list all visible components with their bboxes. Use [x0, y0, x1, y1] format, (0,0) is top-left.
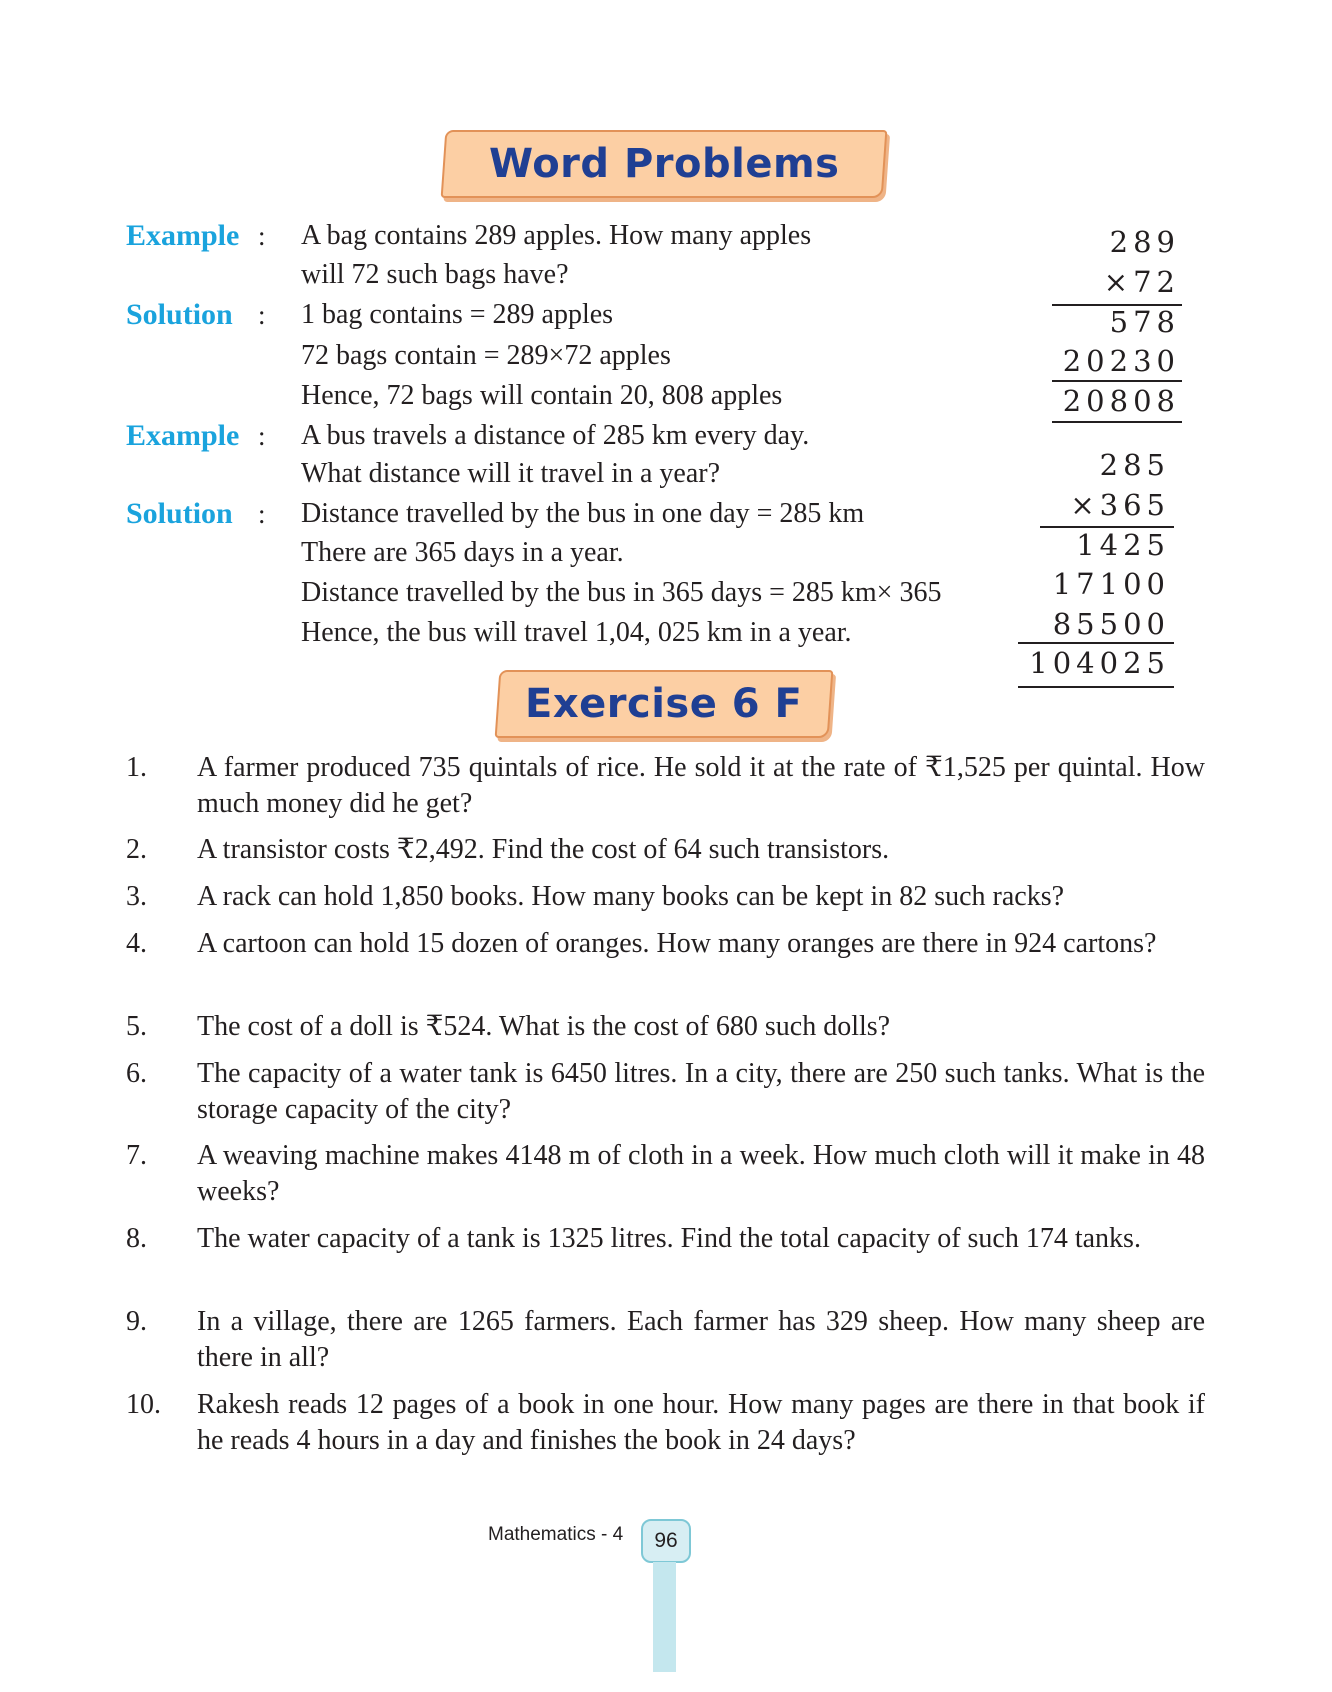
calc-rule	[1018, 686, 1174, 688]
page-tab-decoration	[653, 1562, 676, 1672]
footer-book-title: Mathematics - 4	[488, 1524, 624, 1545]
calc-rule	[1052, 380, 1182, 382]
exercise-text: A cartoon can hold 15 dozen of oranges. How many oranges are there in 924 cartons?	[197, 928, 1157, 959]
colon: :	[258, 300, 266, 330]
exercise-number: 1.	[126, 752, 147, 783]
calc-partial: 17100	[1052, 567, 1170, 601]
solution-label: Solution	[126, 298, 233, 331]
calc-partial: 20230	[1062, 344, 1180, 378]
exercise-number: 2.	[126, 834, 147, 865]
solution-line: Distance travelled by the bus in one day = 285 km	[301, 498, 865, 529]
solution-label: Solution	[126, 497, 233, 530]
exercise-number: 4.	[126, 928, 147, 959]
calc-partial: 1425	[1076, 528, 1170, 562]
example-question-line: A bus travels a distance of 285 km every day.	[301, 420, 810, 451]
exercise-text: A weaving machine makes 4148 m of cloth in a week. How much cloth will it make in 48 weeks?	[197, 1140, 1205, 1207]
calc-multiplicand: 289	[1109, 225, 1180, 259]
exercise-number: 9.	[126, 1306, 147, 1337]
exercise-number: 3.	[126, 881, 147, 912]
exercise-text: A transistor costs ₹2,492. Find the cost of 64 such transistors.	[197, 834, 890, 865]
exercise-number: 8.	[126, 1223, 147, 1254]
example-question-line: What distance will it travel in a year?	[301, 458, 721, 489]
example-label: Example	[126, 419, 240, 452]
solution-line: There are 365 days in a year.	[301, 537, 624, 568]
solution-line: 72 bags contain = 289×72 apples	[301, 340, 671, 371]
exercise-title: Exercise 6 F	[525, 681, 803, 727]
exercise-text: The cost of a doll is ₹524. What is the cost of 680 such dolls?	[197, 1011, 891, 1042]
calc-product: 104025	[1029, 646, 1170, 680]
exercise-text: Rakesh reads 12 pages of a book in one hour. How many pages are there in that book if he reads 4 hours in a day and finishes the book in 24 days?	[197, 1389, 1205, 1456]
exercise-number: 10.	[126, 1389, 161, 1420]
calc-rule	[1052, 421, 1182, 423]
calc-rule	[1018, 642, 1174, 644]
calc-partial: 85500	[1052, 607, 1170, 641]
colon: :	[258, 421, 266, 451]
calc-product: 20808	[1062, 384, 1180, 418]
exercise-title-banner	[495, 670, 834, 738]
section-title: Word Problems	[488, 141, 840, 187]
exercise-text: The water capacity of a tank is 1325 litres. Find the total capacity of such 174 tanks.	[197, 1223, 1141, 1254]
exercise-number: 5.	[126, 1011, 147, 1042]
calc-multiplier: ×72	[1103, 265, 1180, 299]
section-title-banner	[441, 130, 888, 198]
solution-line: Hence, 72 bags will contain 20, 808 apples	[301, 380, 783, 411]
exercise-number: 7.	[126, 1140, 147, 1171]
solution-line: 1 bag contains = 289 apples	[301, 299, 614, 330]
example-question-line: will 72 such bags have?	[301, 259, 569, 290]
exercise-text: In a village, there are 1265 farmers. Each farmer has 329 sheep. How many sheep are there in all?	[197, 1306, 1205, 1373]
calc-multiplier: ×365	[1070, 488, 1170, 522]
page-number: 96	[641, 1519, 691, 1563]
example-label: Example	[126, 219, 240, 252]
calc-multiplicand: 285	[1099, 448, 1170, 482]
exercise-text: A rack can hold 1,850 books. How many books can be kept in 82 such racks?	[197, 881, 1065, 912]
colon: :	[258, 221, 266, 251]
solution-line: Hence, the bus will travel 1,04, 025 km in a year.	[301, 617, 852, 648]
calc-partial: 578	[1109, 305, 1180, 339]
solution-line: Distance travelled by the bus in 365 days = 285 km× 365	[301, 577, 942, 608]
exercise-text: A farmer produced 735 quintals of rice. He sold it at the rate of ₹1,525 per quintal. How much money did he get?	[197, 752, 1205, 819]
colon: :	[258, 499, 266, 529]
exercise-text: The capacity of a water tank is 6450 litres. In a city, there are 250 such tanks. What is the storage capacity of the city?	[197, 1058, 1205, 1125]
example-question-line: A bag contains 289 apples. How many apples	[301, 220, 812, 251]
exercise-number: 6.	[126, 1058, 147, 1089]
